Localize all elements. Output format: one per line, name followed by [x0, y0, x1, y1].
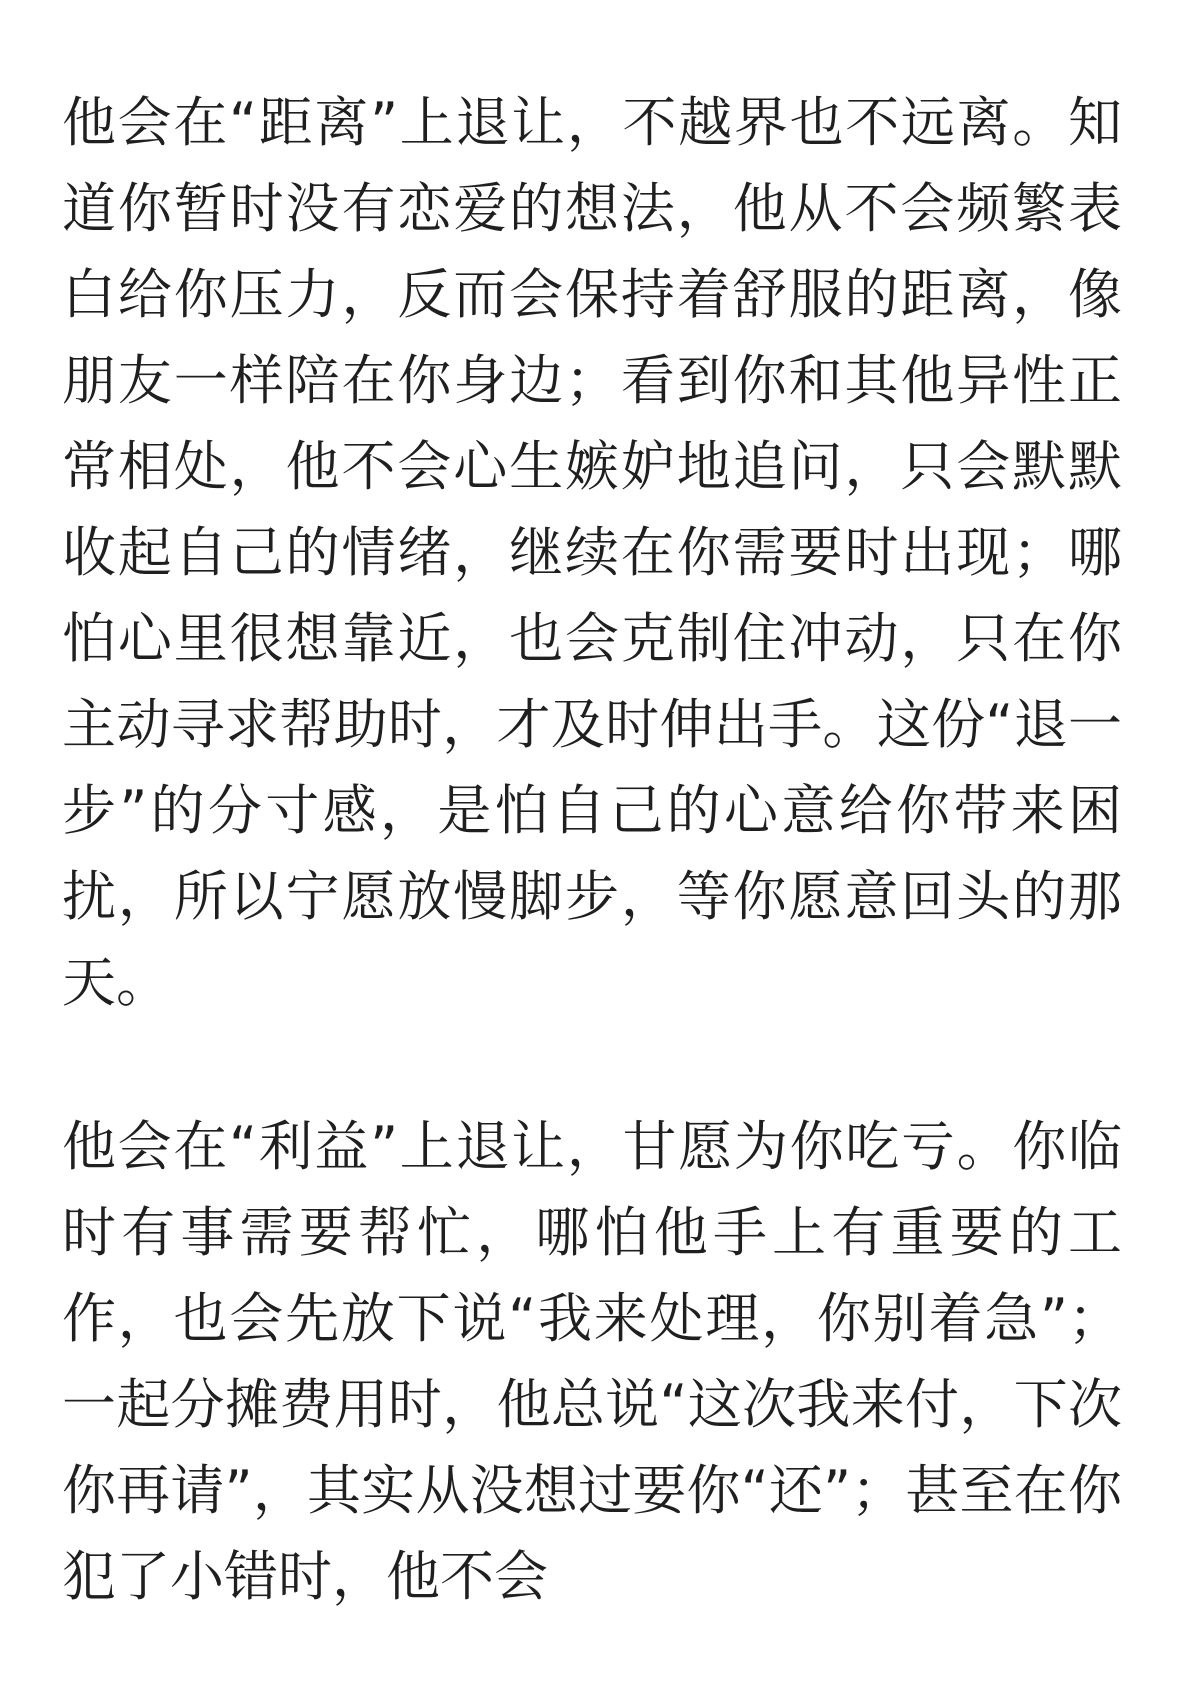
paragraph-benefit: 他会在“利益”上退让，甘愿为你吃亏。你临时有事需要帮忙，哪怕他手上有重要的工作，也会先放下说“我来处理，你别着急”；一起分摊费用时，他总说“这次我来付，下次你再请”，其实从没想过要你“还”；甚至在你犯了小错时，他不会 [62, 1115, 1122, 1608]
article-body [62, 80, 1122, 1698]
paragraph-distance: 他会在“距离”上退让，不越界也不远离。知道你暂时没有恋爱的想法，他从不会频繁表白给你压力，反而会保持着舒服的距离，像朋友一样陪在你身边；看到你和其他异性正常相处，他不会心生嫉妒地追问，只会默默收起自己的情绪，继续在你需要时出现；哪怕心里很想靠近，也会克制住冲动，只在你主动寻求帮助时，才及时伸出手。这份“退一步”的分寸感，是怕自己的心意给你带来困扰，所以宁愿放慢脚步，等你愿意回头的那天。 [62, 91, 1122, 1014]
